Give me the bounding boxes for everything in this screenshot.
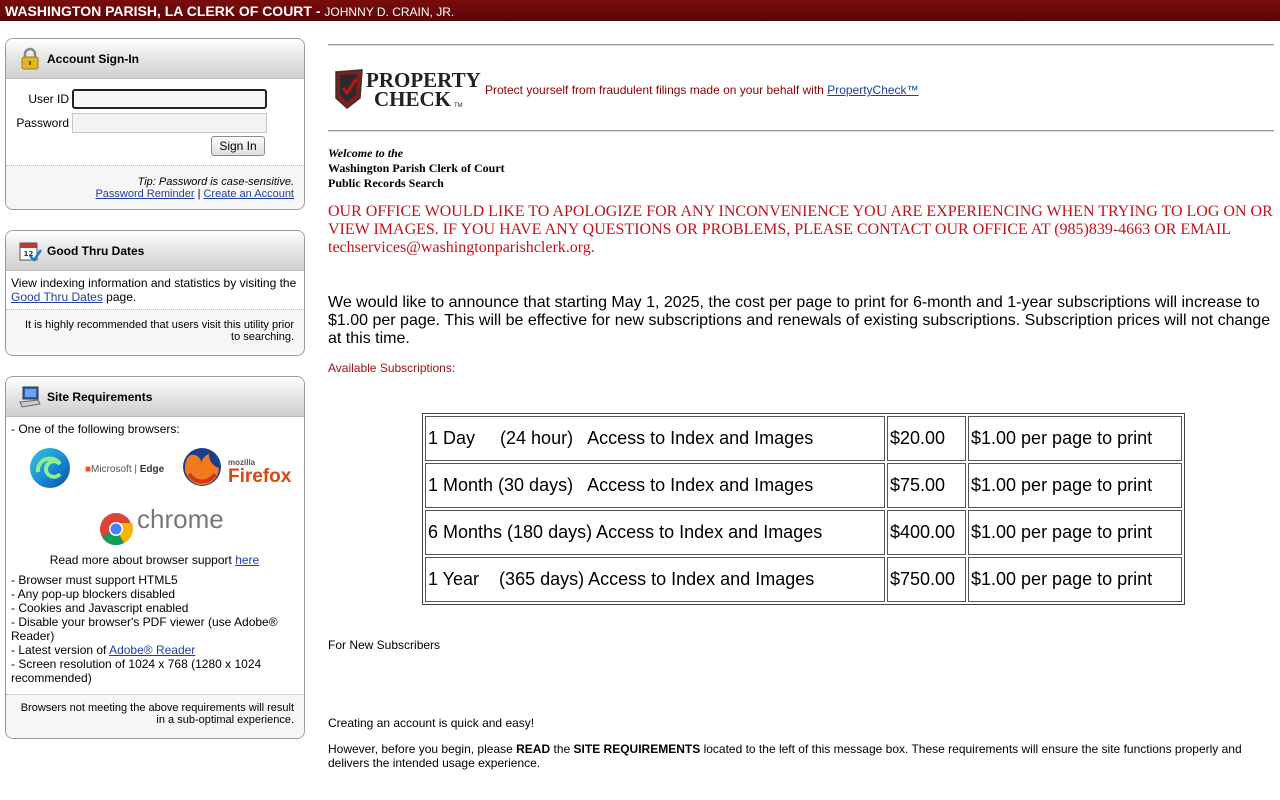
before-text-1: However, before you begin, please — [328, 742, 513, 756]
new-subscribers-heading: For New Subscribers — [328, 638, 441, 652]
edge-brand-microsoft: Microsoft — [91, 464, 132, 475]
userid-input[interactable] — [72, 89, 267, 109]
requirements-body — [6, 417, 304, 685]
calendar-check-icon — [18, 239, 42, 263]
userid-label: User ID — [28, 92, 69, 106]
propertycheck-text: Protect yourself from fraudulent filings made on your behalf with — [485, 83, 824, 97]
padlock-icon — [18, 47, 42, 71]
good-thru-body — [6, 271, 304, 309]
requirement-item: - Screen resolution of 1024 x 768 (1280 x 1024 recommended) — [11, 657, 262, 685]
propertycheck-logo-line2: CHECK — [374, 87, 452, 110]
firefox-brand — [228, 458, 291, 486]
available-subscriptions-label: Available Subscriptions: — [328, 361, 456, 375]
edge-brand-edge: Edge — [139, 464, 165, 475]
subscriptions-table — [422, 413, 1185, 605]
plan-cell: 1 Year (365 days) Access to Index and Images — [425, 557, 885, 602]
before-read: READ — [516, 742, 551, 756]
price-cell: $20.00 — [887, 416, 966, 461]
signin-header — [6, 39, 304, 79]
price-cell: $400.00 — [887, 510, 966, 555]
price-cell: $750.00 — [887, 557, 966, 602]
print-cell: $1.00 per page to print — [968, 557, 1182, 602]
requirement-item: - Any pop-up blockers disabled — [11, 587, 176, 601]
browsers-intro: - One of the following browsers: — [11, 422, 180, 436]
good-thru-note: It is highly recommended that users visit this utility prior to searching. — [25, 319, 294, 343]
requirements-note: Browsers not meeting the above requirements will result in a sub-optimal experience. — [20, 702, 294, 726]
price-announcement: We would like to announce that starting May 1, 2025, the cost per page to print for 6-month and 1-year subscriptions will increase to $1.00 per page. This will be effective for new subscriptions and renewals of existing subscriptions. Subscription prices will not change at this time. — [328, 294, 1271, 347]
propertycheck-promo — [485, 83, 919, 97]
print-cell: $1.00 per page to print — [968, 416, 1182, 461]
welcome-parish: Washington Parish Clerk of Court — [328, 161, 505, 175]
good-thru-dates-link[interactable]: Good Thru Dates — [11, 290, 103, 304]
welcome-search: Public Records Search — [328, 176, 444, 190]
propertycheck-tm: TM — [454, 103, 463, 109]
site-title: WASHINGTON PARISH, LA CLERK OF COURT - — [5, 3, 321, 19]
requirement-item: - Cookies and Javascript enabled — [11, 601, 189, 615]
password-label: Password — [16, 116, 69, 130]
divider — [328, 44, 1274, 46]
table-row — [425, 416, 1182, 461]
firefox-label: Firefox — [228, 466, 292, 487]
browser-logos — [11, 436, 298, 551]
site-requirements-panel — [5, 376, 305, 739]
propertycheck-link[interactable]: PropertyCheck™ — [827, 83, 919, 97]
password-row — [6, 113, 305, 133]
userid-row — [6, 89, 305, 109]
link-separator: | — [197, 188, 201, 200]
chrome-brand: chrome — [137, 504, 224, 534]
svg-text:12: 12 — [23, 249, 34, 258]
welcome-block — [328, 146, 505, 191]
browser-support-text: Read more about browser support — [49, 553, 232, 567]
adobe-prefix: - Latest version of — [11, 643, 107, 657]
browser-support-line — [11, 553, 298, 567]
table-row — [425, 463, 1182, 508]
print-cell: $1.00 per page to print — [968, 463, 1182, 508]
requirements-list — [11, 573, 298, 685]
edge-logo-icon — [28, 446, 72, 493]
requirements-header — [6, 377, 304, 417]
before-you-begin-text — [328, 742, 1268, 770]
good-thru-text-after: page. — [106, 290, 137, 304]
requirement-item: - Disable your browser's PDF viewer (use Adobe® Reader) — [11, 615, 278, 643]
divider — [328, 130, 1274, 132]
table-row — [425, 557, 1182, 602]
signin-footer — [6, 165, 304, 209]
password-tip: Tip: Password is case-sensitive. — [137, 176, 294, 188]
adobe-reader-link[interactable]: Adobe® Reader — [109, 643, 196, 657]
plan-cell: 1 Day (24 hour) Access to Index and Images — [425, 416, 885, 461]
requirement-item-adobe — [11, 643, 298, 657]
requirement-item: - Browser must support HTML5 — [11, 573, 178, 587]
good-thru-footer — [6, 309, 304, 353]
requirements-footer — [6, 694, 304, 738]
clerk-name: JOHNNY D. CRAIN, JR. — [324, 5, 455, 19]
apology-notice: OUR OFFICE WOULD LIKE TO APOLOGIZE FOR ANY INCONVENIENCE YOU ARE EXPERIENCING WHEN TRYING TO LOG ON OR VIEW IMAGES. IF YOU HAVE ANY QUESTIONS OR PROBLEMS, PLEASE CONTACT OUR OFFICE AT (985)839-4663 OR EMAIL techservices@washingtonparishclerk.org. — [328, 203, 1273, 256]
account-signin-panel — [5, 38, 305, 210]
print-cell: $1.00 per page to print — [968, 510, 1182, 555]
create-account-link[interactable]: Create an Account — [203, 188, 294, 200]
firefox-mozilla: mozilla — [228, 458, 256, 467]
computer-icon — [18, 385, 42, 409]
browser-support-here-link[interactable]: here — [235, 553, 260, 567]
signin-title: Account Sign-In — [47, 51, 139, 66]
firefox-logo-icon — [181, 446, 223, 491]
sign-in-button[interactable]: Sign In — [211, 136, 265, 156]
plan-cell: 1 Month (30 days) Access to Index and Images — [425, 463, 885, 508]
edge-brand: ■Microsoft | Edge — [85, 464, 165, 475]
password-reminder-link[interactable]: Password Reminder — [95, 188, 195, 200]
chrome-logo-icon — [99, 512, 133, 549]
account-easy-text: Creating an account is quick and easy! — [328, 716, 535, 730]
plan-cell: 6 Months (180 days) Access to Index and Images — [425, 510, 885, 555]
good-thru-text: View indexing information and statistics by visiting the — [11, 276, 297, 290]
price-cell: $75.00 — [887, 463, 966, 508]
table-row — [425, 510, 1182, 555]
good-thru-header — [6, 231, 304, 271]
before-text-3: located to the left of this message box. These requirements will ensure the site functions properly and delivers the intended usage experience. — [328, 742, 1242, 770]
good-thru-dates-panel — [5, 230, 305, 356]
requirements-title: Site Requirements — [47, 389, 153, 404]
welcome-line: Welcome to the — [328, 146, 404, 160]
good-thru-title: Good Thru Dates — [47, 243, 145, 258]
site-header — [0, 0, 1280, 21]
password-input[interactable] — [72, 113, 267, 133]
before-site-requirements: SITE REQUIREMENTS — [573, 742, 701, 756]
propertycheck-logo[interactable] — [332, 68, 484, 113]
before-text-2: the — [553, 742, 571, 756]
propertycheck-logo-line1: PROPERTY — [366, 68, 481, 92]
